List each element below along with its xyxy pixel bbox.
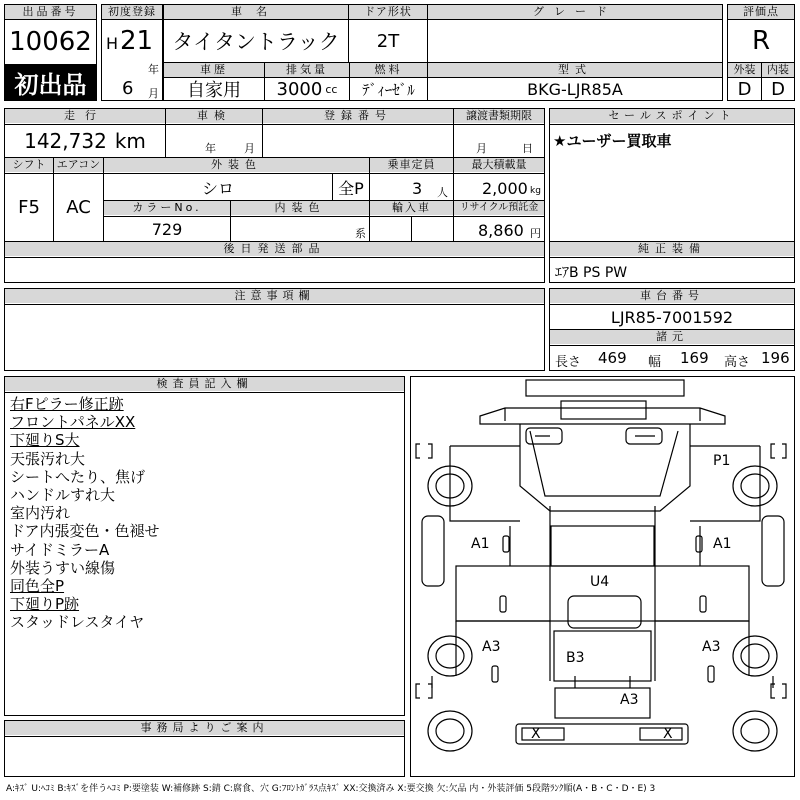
reg-year-unit: 年 <box>148 63 159 76</box>
displacement-value: 3000 cc <box>276 78 338 100</box>
inspector-line: サイドミラーA <box>10 540 110 559</box>
inspector-notes <box>10 395 400 632</box>
damage-p1: P1 <box>713 453 731 469</box>
dims-length: 469 <box>598 349 627 367</box>
damage-a3-bottom: A3 <box>620 692 639 708</box>
interior-color-unit: 系 <box>355 227 366 240</box>
max-load-header: 最大積載量 <box>454 158 544 172</box>
grade-header: グレード <box>428 5 722 19</box>
max-load-value: 2,000 <box>482 179 528 198</box>
inspector-line: 右Fピラー修正跡 <box>10 395 124 413</box>
color-no-header: カラーNo. <box>104 201 230 215</box>
rating-score: R <box>751 26 771 56</box>
car-name-header: 車名 <box>164 5 348 19</box>
damage-x-right: X <box>663 726 673 742</box>
equipment-header: 純正装備 <box>550 242 794 256</box>
inspector-line: フロントパネルXX <box>10 413 136 432</box>
shift-value: F5 <box>18 196 40 218</box>
reg-month: 6 <box>122 78 134 99</box>
inspector-line: 天張汚れ大 <box>10 449 86 468</box>
inspector-header: 検査員記入欄 <box>5 377 404 391</box>
car-name: タイタントラック <box>172 30 340 54</box>
damage-a3-right: A3 <box>702 639 721 655</box>
reg-header: 初度登録 <box>102 5 162 19</box>
damage-u4: U4 <box>590 574 610 590</box>
mileage-value: 142,732 km <box>24 129 146 153</box>
color-no-value: 729 <box>151 219 183 239</box>
reg-era: H <box>106 34 119 53</box>
door-header: ドア形状 <box>349 5 427 19</box>
model-header: 型式 <box>428 63 722 77</box>
inspector-line: 下廻りS大 <box>10 431 80 450</box>
transfer-header: 譲渡書類期限 <box>454 109 544 123</box>
inspection-month-unit: 月 <box>244 142 255 155</box>
inspector-line: 外装うすい線傷 <box>10 558 116 577</box>
history-value: 自家用 <box>187 80 241 101</box>
model-value: BKG-LJR85A <box>527 79 623 99</box>
recycle-value: 8,860 <box>478 221 524 240</box>
damage-a1-left: A1 <box>471 536 490 552</box>
door-value: 2T <box>376 30 400 52</box>
shift-header: シフト <box>5 158 53 172</box>
inspector-line: 下廻りP跡 <box>10 595 80 614</box>
dims-width: 169 <box>680 349 709 367</box>
interior-color-header: 内装色 <box>231 201 369 215</box>
inspection-year-unit: 年 <box>205 142 216 155</box>
inspector-line: シートへたり、焦げ <box>10 467 146 486</box>
transfer-day-unit: 日 <box>522 142 533 155</box>
rating-int-header: 内装 <box>762 63 794 77</box>
dims-length-label: 長さ <box>555 355 582 370</box>
damage-a3-left: A3 <box>482 639 501 655</box>
lot-header: 出品番号 <box>5 5 96 19</box>
import-header: 輸入車 <box>370 201 453 215</box>
chassis-value: LJR85-7001592 <box>610 307 734 327</box>
recycle-header: リサイクル預託金 <box>454 201 544 215</box>
dims-height: 196 <box>761 349 790 367</box>
first-listing-badge: 初出品 <box>5 64 96 100</box>
fuel-header: 燃料 <box>350 63 427 77</box>
fuel-value: ﾃﾞｨｰｾﾞﾙ <box>362 80 415 99</box>
reg-year: 21 <box>120 26 154 56</box>
damage-x-left: X <box>531 726 541 742</box>
inspector-line: ハンドルすれ大 <box>10 486 116 505</box>
inspector-line: スタッドレスタイヤ <box>10 613 145 632</box>
sales-point-text: ★ユーザー買取車 <box>553 132 672 150</box>
exterior-color-header: 外装色 <box>104 158 369 172</box>
notes-header: 注意事項欄 <box>5 289 544 303</box>
exterior-color-value: シロ <box>201 178 234 198</box>
ac-header: エアコン <box>54 158 103 172</box>
inspector-line: ドア内張変色・色褪せ <box>10 522 160 541</box>
capacity-value: 3 <box>412 179 423 198</box>
transfer-month-unit: 月 <box>476 142 487 155</box>
recycle-unit: 円 <box>530 227 541 240</box>
later-parts-header: 後日発送部品 <box>5 242 544 256</box>
mileage-header: 走行 <box>5 109 165 123</box>
equipment-value: ｴｱB PS PW <box>555 265 628 281</box>
grade-value <box>428 20 722 62</box>
history-header: 車歴 <box>164 63 264 77</box>
dims-height-label: 高さ <box>724 355 751 370</box>
inspection-header: 車検 <box>166 109 262 123</box>
capacity-header: 乗車定員 <box>370 158 453 172</box>
max-load-unit: kg <box>530 186 541 196</box>
sales-point-header: セールスポイント <box>550 109 794 123</box>
displacement-header: 排気量 <box>265 63 349 77</box>
legend-text: A:ｷｽﾞ U:ﾍｺﾐ B:ｷｽﾞを伴うﾍｺﾐ P:要塗装 W:補修跡 S:錆 C:腐食、穴 G:ﾌﾛﾝﾄｶﾞﾗｽ点ｷｽﾞ XX:交換済み X:要交換 欠:欠品 内・外装評価 5段階ﾗﾝｸ順(A・B・C・D・E) 3 <box>6 784 656 794</box>
lot-number: 10062 <box>9 27 92 57</box>
rating-ext-header: 外装 <box>728 63 761 77</box>
dims-width-label: 幅 <box>648 355 662 370</box>
rating-ext: D <box>737 78 752 100</box>
office-header: 事務局よりご案内 <box>5 721 404 735</box>
reg-month-unit: 月 <box>148 87 159 100</box>
repaint-value: 全P <box>338 178 364 198</box>
inspector-line: 同色全P <box>10 577 65 596</box>
chassis-header: 車台番号 <box>550 289 794 303</box>
inspector-line: 室内汚れ <box>10 504 71 523</box>
plate-header: 登録番号 <box>263 109 453 123</box>
capacity-unit: 人 <box>437 186 448 199</box>
rating-int: D <box>771 78 785 100</box>
rating-header: 評価点 <box>728 5 794 19</box>
dims-header: 諸元 <box>550 330 794 344</box>
ac-value: AC <box>66 196 91 218</box>
damage-a1-right: A1 <box>713 536 732 552</box>
damage-b3: B3 <box>566 650 585 666</box>
